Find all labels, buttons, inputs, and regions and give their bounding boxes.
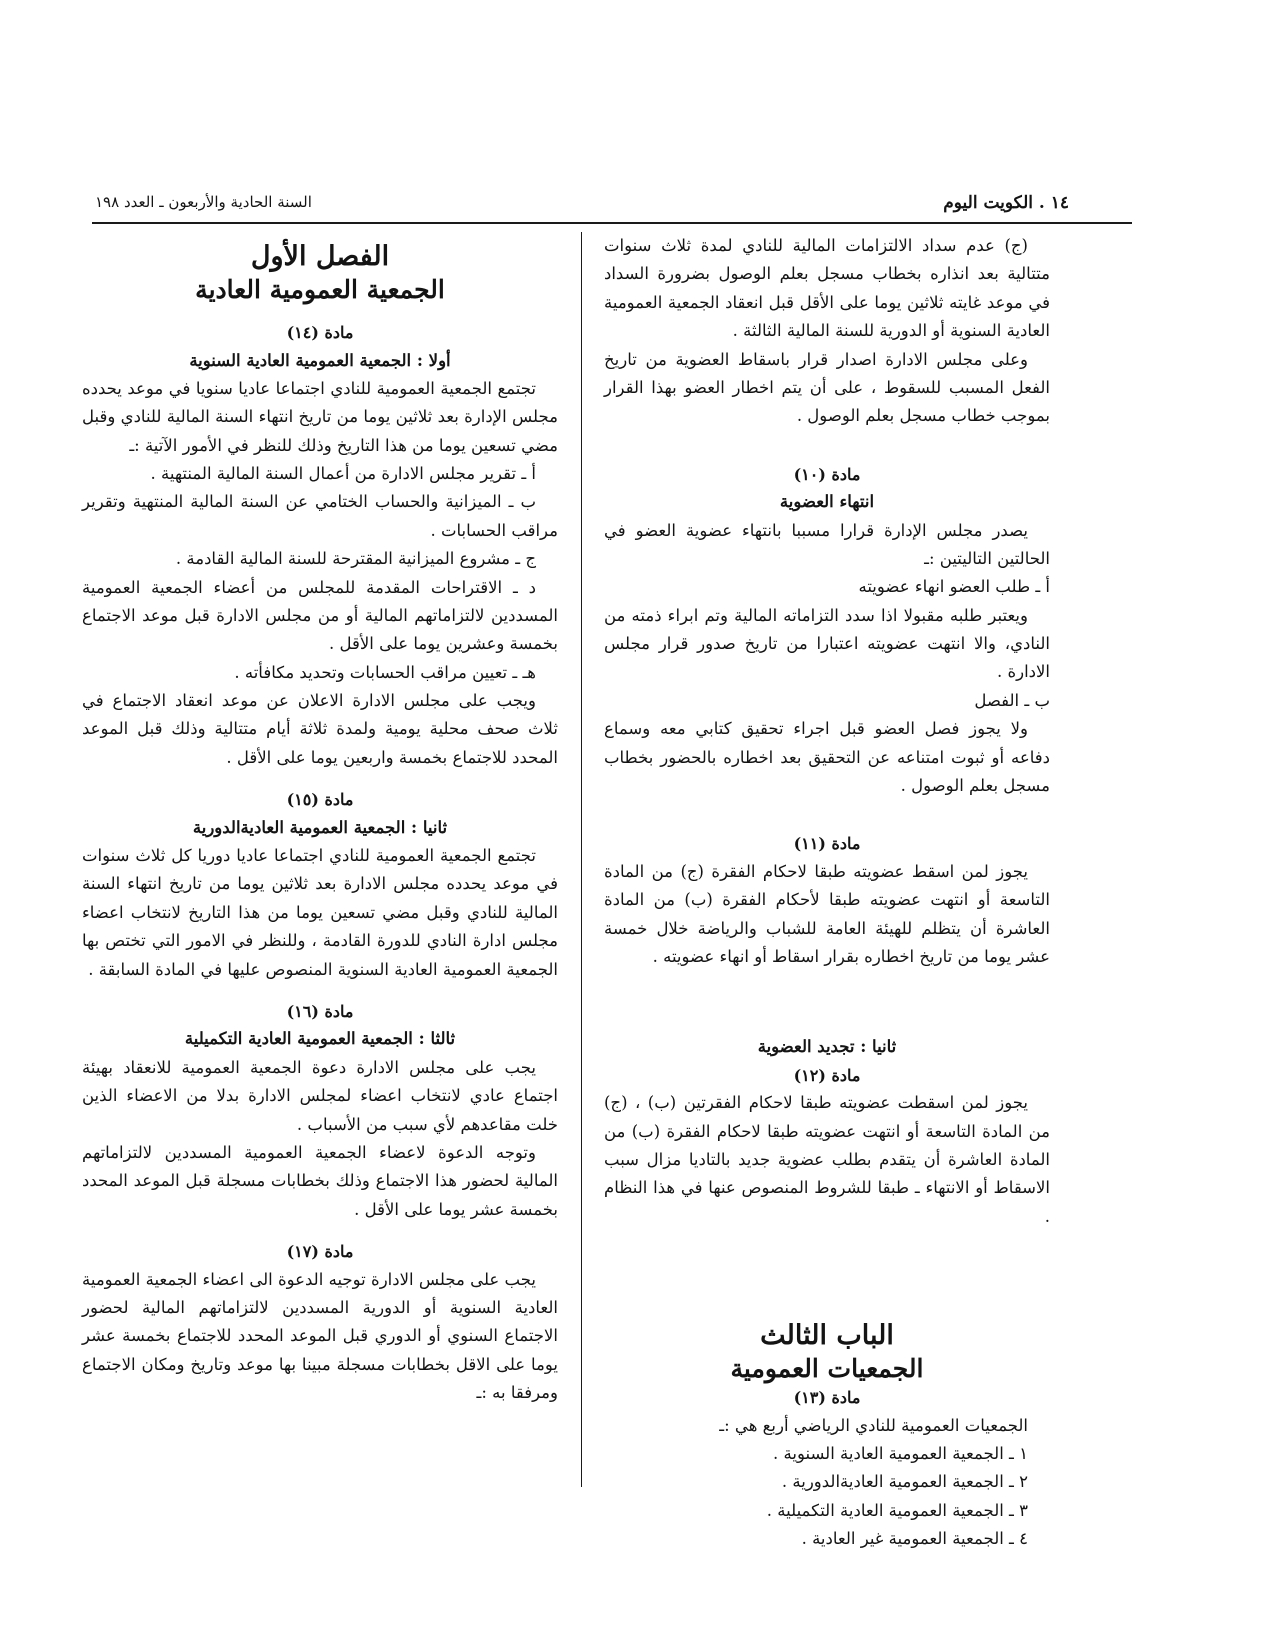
page-header-issue: السنة الحادية والأربعون ـ العدد ١٩٨ <box>95 193 312 211</box>
article-14-item-a: أ ـ تقرير مجلس الادارة من أعمال السنة المالية المنتهية . <box>150 464 536 484</box>
page-header-source: ١٤ . الكويت اليوم <box>943 193 1069 213</box>
article-13-item-3: ٣ ـ الجمعية العمومية العادية التكميلية . <box>766 1500 1028 1520</box>
article-14-item-c: ج ـ مشروع الميزانية المقترحة للسنة المالية القادمة . <box>175 549 536 569</box>
chapter-one-title: الفصل الأول <box>250 241 390 272</box>
article-16-text-2: وتوجه الدعوة لاعضاء الجمعية العمومية المسددين لالتزاماتهم المالية لحضور هذا الاجتماع وذلك بخطابات مسجلة قبل الموعد المحدد بخمسة عشر يوما على الأقل . <box>82 1142 558 1219</box>
article-16-text-1: يجب على مجلس الادارة دعوة الجمعية العمومية للانعقاد بهيئة اجتماع عادي لانتخاب اعضاء لمجلس الادارة بدلا من الاعضاء الذين خلت مقاعدهم لأي سبب من الأسباب . <box>82 1057 558 1134</box>
article-14-intro: تجتمع الجمعية العمومية للنادي اجتماعا عاديا سنويا في موعد يحدده مجلس الإدارة بعد ثلاثين يوما من تاريخ انتهاء السنة المالية للنادي وقبل مضي تسعين يوما من هذا التاريخ وذلك للنظر في الأمور الآتية :ـ <box>82 378 558 455</box>
article-14-number: مادة (١٤) <box>286 323 354 342</box>
article-13-item-4: ٤ ـ الجمعية العمومية غير العادية . <box>801 1529 1028 1549</box>
article-9-clause-c: (ج) عدم سداد الالتزامات المالية للنادي لمدة ثلاث سنوات متتالية بعد انذاره بخطاب مسجل بعلم الوصول بضرورة السداد في موعد غايته ثلاثين يوما على الأقل قبل انعقاد الجمعية العمومية العادية السنوية أو الدورية للسنة المالية الثالثة . <box>604 236 1050 341</box>
article-10-item-a: أ ـ طلب العضو انهاء عضويته <box>858 577 1050 597</box>
article-12-number: مادة (١٢) <box>793 1065 861 1085</box>
article-10-item-b: ب ـ الفصل <box>974 690 1050 710</box>
article-9-board-decision: وعلى مجلس الادارة اصدار قرار باسقاط العضوية من تاريخ الفعل المسبب للسقوط ، على أن يتم اخطار العضو بهذا القرار بموجب خطاب مسجل بعلم الوصول . <box>604 349 1050 426</box>
column-divider <box>581 232 582 1487</box>
right-column <box>604 232 1050 1553</box>
article-15-text: تجتمع الجمعية العمومية للنادي اجتماعا عاديا دوريا كل ثلاث سنوات في موعد يحدده مجلس الادارة بعد ثلاثين يوما من تاريخ انتهاء السنة المالية للنادي وقبل مضي تسعين يوما من هذا التاريخ لانتخاب اعضاء مجلس ادارة النادي للدورة القادمة ، وللنظر في الامور التي تختص بها الجمعية العمومية العادية السنوية المنصوص عليها في المادة السابقة . <box>82 846 558 979</box>
article-10-item-a-text: ويعتبر طلبه مقبولا اذا سدد التزاماته المالية وتم ابراء ذمته من النادي، والا انتهت عضويته اعتبارا من تاريخ صدور قرار مجلس الادارة . <box>604 605 1050 682</box>
article-12-text: يجوز لمن اسقطت عضويته طبقا لاحكام الفقرتين (ب) ، (ج) من المادة التاسعة أو انتهت عضويته طبقا لاحكام الفقرة (ب) من المادة العاشرة أن يتقدم بطلب عضوية جديد بالتاديا مزال سبب الاسقاط أو الانتهاء ـ طبقا للشروط المنصوص عنها في هذا النظام . <box>604 1093 1050 1226</box>
article-14-heading: أولا : الجمعية العمومية العادية السنوية <box>189 350 451 370</box>
article-13-item-2: ٢ ـ الجمعية العمومية العاديةالدورية . <box>781 1472 1028 1492</box>
article-11-number: مادة (١١) <box>793 834 861 854</box>
article-10-title: انتهاء العضوية <box>779 492 875 512</box>
article-17-number: مادة (١٧) <box>286 1242 354 1262</box>
article-11-text: يجوز لمن اسقط عضويته طبقا لاحكام الفقرة (ج) من المادة التاسعة أو انتهت عضويته طبقا لأحكام الفقرة (ب) من المادة العاشرة أن يتظلم للهيئة العامة للشباب والرياضة خلال خمسة عشر يوما من تاريخ اخطاره بقرار اسقاط أو انهاء عضويته . <box>604 861 1050 966</box>
chapter-one-subtitle: الجمعية العمومية العادية <box>195 274 445 304</box>
article-14-item-e: هـ ـ تعيين مراقب الحسابات وتحديد مكافأته . <box>234 662 536 682</box>
article-10-intro: يصدر مجلس الإدارة قرارا مسببا بانتهاء عضوية العضو في الحالتين التاليتين :ـ <box>604 520 1050 568</box>
article-13-intro: الجمعيات العمومية للنادي الرياضي أربع هي :ـ <box>719 1415 1028 1435</box>
article-16-heading: ثالثا : الجمعية العمومية العادية التكميلية <box>184 1029 456 1049</box>
article-13-number: مادة (١٣) <box>793 1388 861 1408</box>
article-14-item-d: د ـ الاقتراحات المقدمة للمجلس من أعضاء الجمعية العمومية المسددين لالتزاماتهم المالية أو من مجلس الادارة قبل موعد الاجتماع بخمسة وعشرين يوما على الأقل . <box>82 577 558 654</box>
article-14-item-b: ب ـ الميزانية والحساب الختامي عن السنة المالية المنتهية وتقرير مراقب الحسابات . <box>82 492 558 540</box>
article-10-item-b-text: ولا يجوز فصل العضو قبل اجراء تحقيق كتابي معه وسماع دفاعه أو ثبوت امتناعه عن التحقيق بعد اخطاره بالحضور بخطاب مسجل بعلم الوصول . <box>604 719 1050 795</box>
article-15-number: مادة (١٥) <box>286 790 354 810</box>
article-16-number: مادة (١٦) <box>286 1001 354 1021</box>
renewal-heading: ثانيا : تجديد العضوية <box>757 1037 897 1057</box>
article-17-text: يجب على مجلس الادارة توجيه الدعوة الى اعضاء الجمعية العمومية العادية السنوية أو الدورية المسددين لالتزاماتهم المالية لحضور الاجتماع السنوي أو الدوري قبل الموعد المحدد للاجتماع بخمسة عشر يوما على الاقل بخطابات مسجلة مبينا بها موعد وتاريخ ومكان الاجتماع ومرفقا به :ـ <box>82 1269 558 1403</box>
article-10-number: مادة (١٠) <box>793 464 861 484</box>
part-three-title: الباب الثالث <box>760 1320 894 1352</box>
article-14-notice: ويجب على مجلس الادارة الاعلان عن موعد انعقاد الاجتماع في ثلاث صحف محلية يومية ولمدة ثلاثة أيام متتالية وذلك قبل الموعد المحدد للاجتماع بخمسة واربعين يوما على الأقل . <box>82 691 558 767</box>
header-rule <box>92 222 1132 224</box>
left-column <box>82 240 558 1407</box>
article-13-item-1: ١ ـ الجمعية العمومية العادية السنوية . <box>773 1443 1028 1463</box>
article-15-heading: ثانيا : الجمعية العمومية العاديةالدورية <box>192 817 448 837</box>
part-three-subtitle: الجمعيات العمومية <box>730 1353 924 1383</box>
